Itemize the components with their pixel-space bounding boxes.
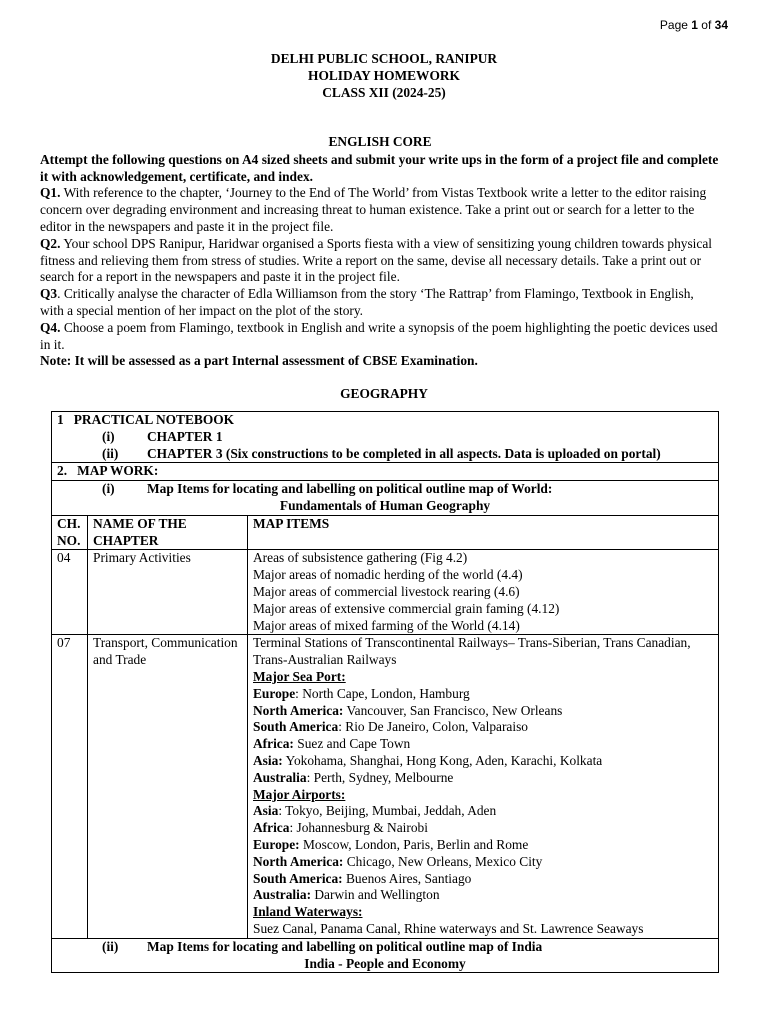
english-section bbox=[40, 134, 720, 370]
map-work-cell: 2. MAP WORK: bbox=[52, 463, 719, 481]
table-row bbox=[52, 481, 719, 516]
column-header-ch-no: CH. NO. bbox=[52, 515, 88, 550]
chapter-name: Primary Activities bbox=[88, 550, 248, 635]
map-items-cell: Areas of subsistence gathering (Fig 4.2) Major areas of nomadic herding of the world (4.4) Major areas of commercial livestock rearing (4.6) Major areas of extensive commercial grain faming (4.12) Major areas of mixed farming of the World (4.14) bbox=[248, 550, 719, 635]
table-row bbox=[52, 463, 719, 481]
india-map-heading: (ii) Map Items for locating and labelling on political outline map of India India - People and Economy bbox=[52, 938, 719, 973]
geography-table bbox=[51, 411, 719, 973]
chapter-name: Transport, Communication and Trade bbox=[88, 635, 248, 938]
world-map-heading: (i) Map Items for locating and labelling on political outline map of World: Fundamentals of Human Geography bbox=[52, 481, 719, 516]
question-1: Q1. With reference to the chapter, ‘Journey to the End of The World’ from Vistas Textbook write a letter to the editor raising concern over degrading environment and increasing threat to human existence. Take a print out or search for a letter to the editor in the newspapers and paste it in the project file. bbox=[40, 185, 707, 234]
table-row bbox=[52, 550, 719, 635]
question-2: Q2. Your school DPS Ranipur, Haridwar organised a Sports fiesta with a view of sensitizing young children towards physical fitness and relieving them from stress of studies. Write a report on the same, devise all necessary details. Take a print out or search for a report in the newspapers and paste it in the project file. bbox=[40, 235, 713, 285]
page-number: Page 1 of 34 bbox=[659, 18, 728, 32]
column-header-chapter: NAME OF THE CHAPTER bbox=[88, 515, 248, 550]
document-title: HOLIDAY HOMEWORK bbox=[308, 68, 460, 83]
table-row bbox=[52, 412, 719, 463]
assessment-note: Note: It will be assessed as a part Internal assessment of CBSE Examination. bbox=[40, 353, 478, 369]
question-4: Q4. Choose a poem from Flamingo, textbook in English and write a synopsis of the poem highlighting the poetic devices used in it. bbox=[40, 319, 718, 352]
chapter-number: 04 bbox=[52, 550, 88, 635]
geography-subject-title: GEOGRAPHY bbox=[340, 386, 428, 401]
english-subject-title: ENGLISH CORE bbox=[328, 134, 432, 149]
table-row bbox=[52, 938, 719, 973]
map-items-cell: Terminal Stations of Transcontinental Railways– Trans-Siberian, Trans Canadian, Trans-Australian Railways Major Sea Port: Europe: North Cape, London, Hamburg North America: Vancouver, San Francisco, New Orleans South America: Rio De Janeiro, Colon, Valparaiso Africa: Suez and Cape Town Asia: Yokohama, Shanghai, Hong Kong, Aden, Karachi, Kolkata Australia: Perth, Sydney, Melbourne Major Airports: Asia: Tokyo, Beijing, Mumbai, Jeddah, Aden Africa: Johannesburg & Nairobi Europe: Moscow, London, Paris, Berlin and Rome North America: Chicago, New Orleans, Mexico City South America: Buenos Aires, Santiago Australia: Darwin and Wellington Inland Waterways: Suez Canal, Panama Canal, Rhine waterways and St. Lawrence Seaways bbox=[248, 635, 719, 938]
document-header bbox=[0, 50, 768, 101]
english-instruction: Attempt the following questions on A4 sized sheets and submit your write ups in the form of a project file and complete it with acknowledgement, certificate, and index. bbox=[40, 151, 719, 184]
table-row bbox=[52, 635, 719, 938]
practical-notebook-cell: 1 PRACTICAL NOTEBOOK (i) CHAPTER 1 (ii) CHAPTER 3 (Six constructions to be completed in all aspects. Data is uploaded on portal) bbox=[52, 412, 719, 463]
chapter-number: 07 bbox=[52, 635, 88, 938]
column-header-map-items: MAP ITEMS bbox=[248, 515, 719, 550]
school-name: DELHI PUBLIC SCHOOL, RANIPUR bbox=[270, 51, 498, 66]
class-label: CLASS XII (2024-25) bbox=[322, 85, 446, 100]
table-header-row bbox=[52, 515, 719, 550]
question-3: Q3. Critically analyse the character of Edla Williamson from the story ‘The Rattrap’ from Flamingo, Textbook in English, with a special mention of her impact on the plot of the story. bbox=[40, 286, 694, 318]
